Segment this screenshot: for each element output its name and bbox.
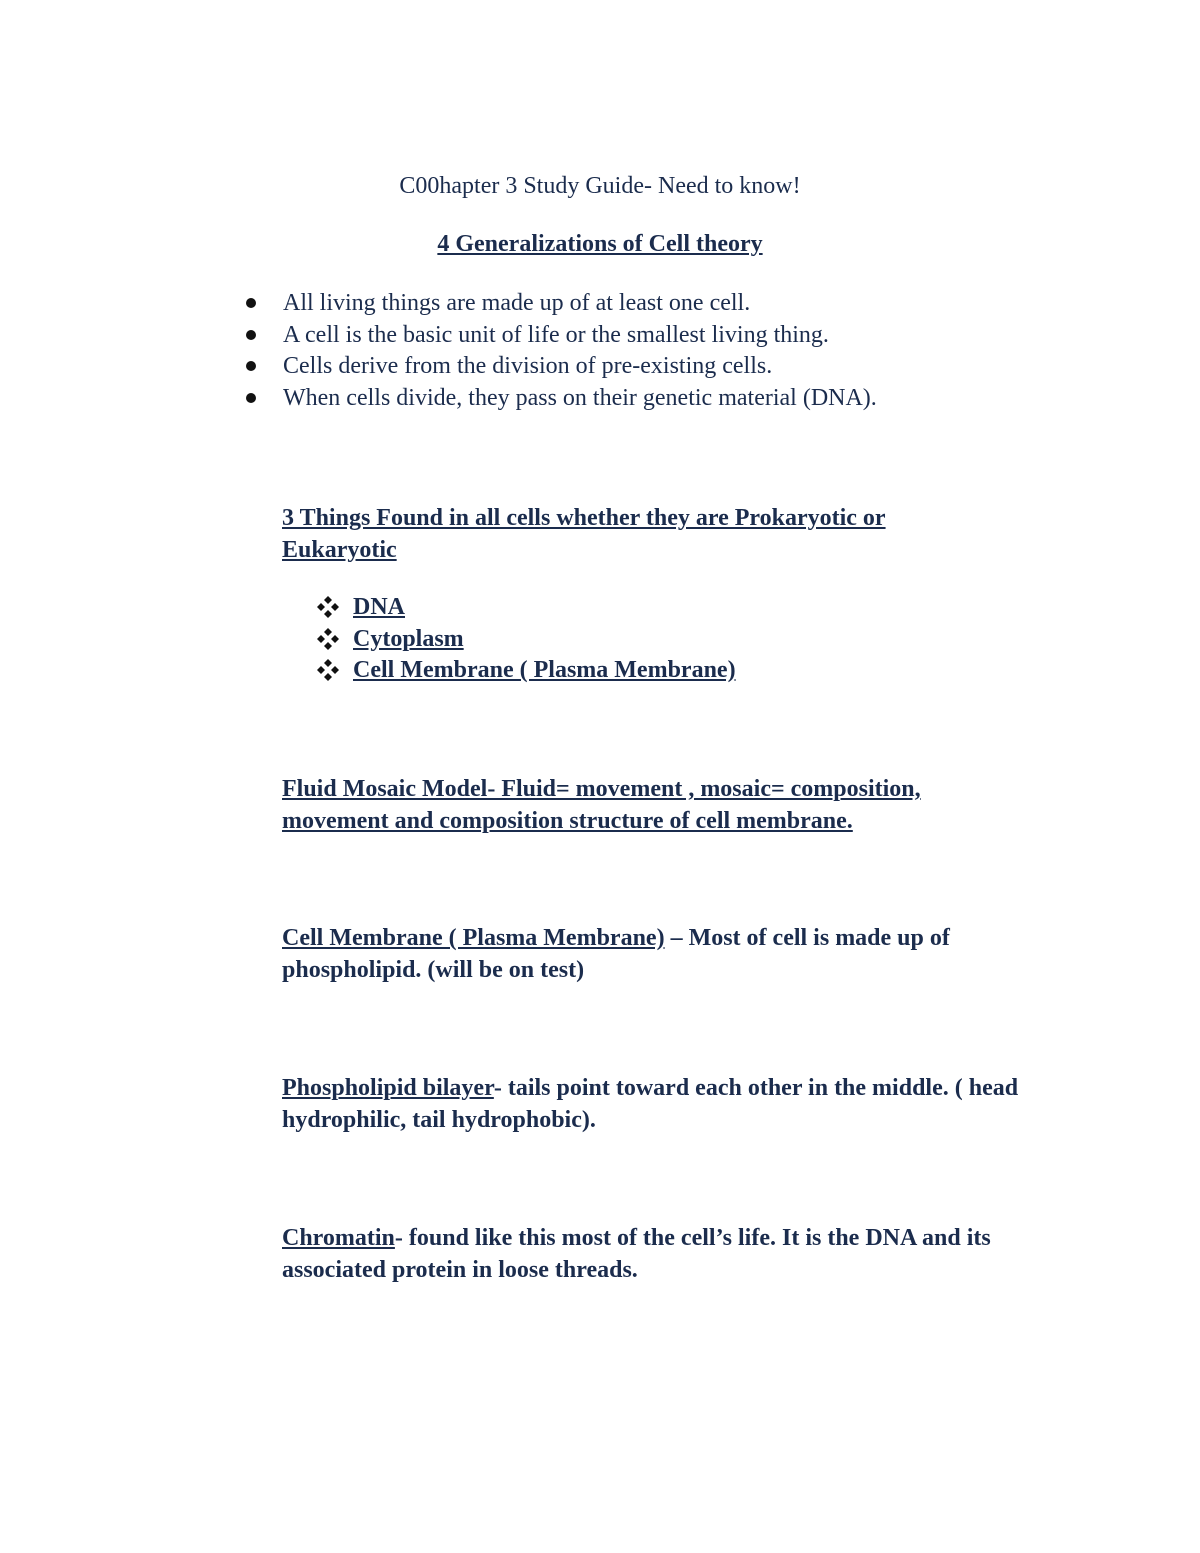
chromatin-term: Chromatin [282,1225,395,1251]
cell-membrane-term: Cell Membrane ( Plasma Membrane) [282,925,665,951]
four-diamond-bullet-icon [316,627,340,651]
all-cells-list [316,592,736,687]
phospholipid-definition: - tails point toward each other in the middle. ( head hydrophilic, tail hydrophobic). [282,1075,1019,1133]
bullet-dot-icon [246,298,256,308]
list-item-text: When cells divide, they pass on their genetic material (DNA). [283,384,877,411]
list-item-text: Cytoplasm [353,625,464,652]
cell-membrane-paragraph [282,922,1062,986]
list-item-text: Cell Membrane ( Plasma Membrane) [353,657,736,683]
all-cells-heading-line1: 3 Things Found in all cells whether they are Prokaryotic or [282,505,886,531]
list-item-text: All living things are made up of at least one cell. [283,290,751,316]
list-item-text: DNA [353,594,405,620]
all-cells-heading [282,502,1082,566]
fluid-mosaic-paragraph [282,773,1082,837]
list-item [244,351,877,383]
list-item [244,288,877,320]
four-diamond-bullet-icon [316,658,340,682]
page-title: C00hapter 3 Study Guide- Need to know! [399,173,801,199]
bullet-dot-icon [246,361,256,371]
chromatin-paragraph [282,1222,1072,1286]
fluid-mosaic-line2: movement and composition structure of cell membrane. [282,808,853,834]
list-item [244,383,877,415]
bullet-dot-icon [246,393,256,403]
four-diamond-bullet-icon [316,595,340,619]
list-item [316,592,736,624]
list-item-text: A cell is the basic unit of life or the smallest living thing. [283,321,829,348]
phospholipid-paragraph [282,1072,1062,1136]
fluid-mosaic-line1: Fluid Mosaic Model- Fluid= movement , mosaic= composition, [282,776,921,802]
cell-membrane-definition: – Most of cell is made up of phospholipid. (will be on test) [282,925,950,983]
all-cells-heading-line2: Eukaryotic [282,537,397,563]
phospholipid-term: Phospholipid bilayer [282,1075,494,1101]
bullet-dot-icon [246,330,256,340]
list-item [316,624,736,656]
list-item [244,320,877,352]
list-item-text: Cells derive from the division of pre-existing cells. [283,353,773,379]
list-item [316,655,736,687]
cell-theory-list [244,288,877,414]
chromatin-definition: - found like this most of the cell’s life. It is the DNA and its associated protein in loose threads. [282,1225,991,1283]
cell-theory-heading: 4 Generalizations of Cell theory [437,231,763,257]
